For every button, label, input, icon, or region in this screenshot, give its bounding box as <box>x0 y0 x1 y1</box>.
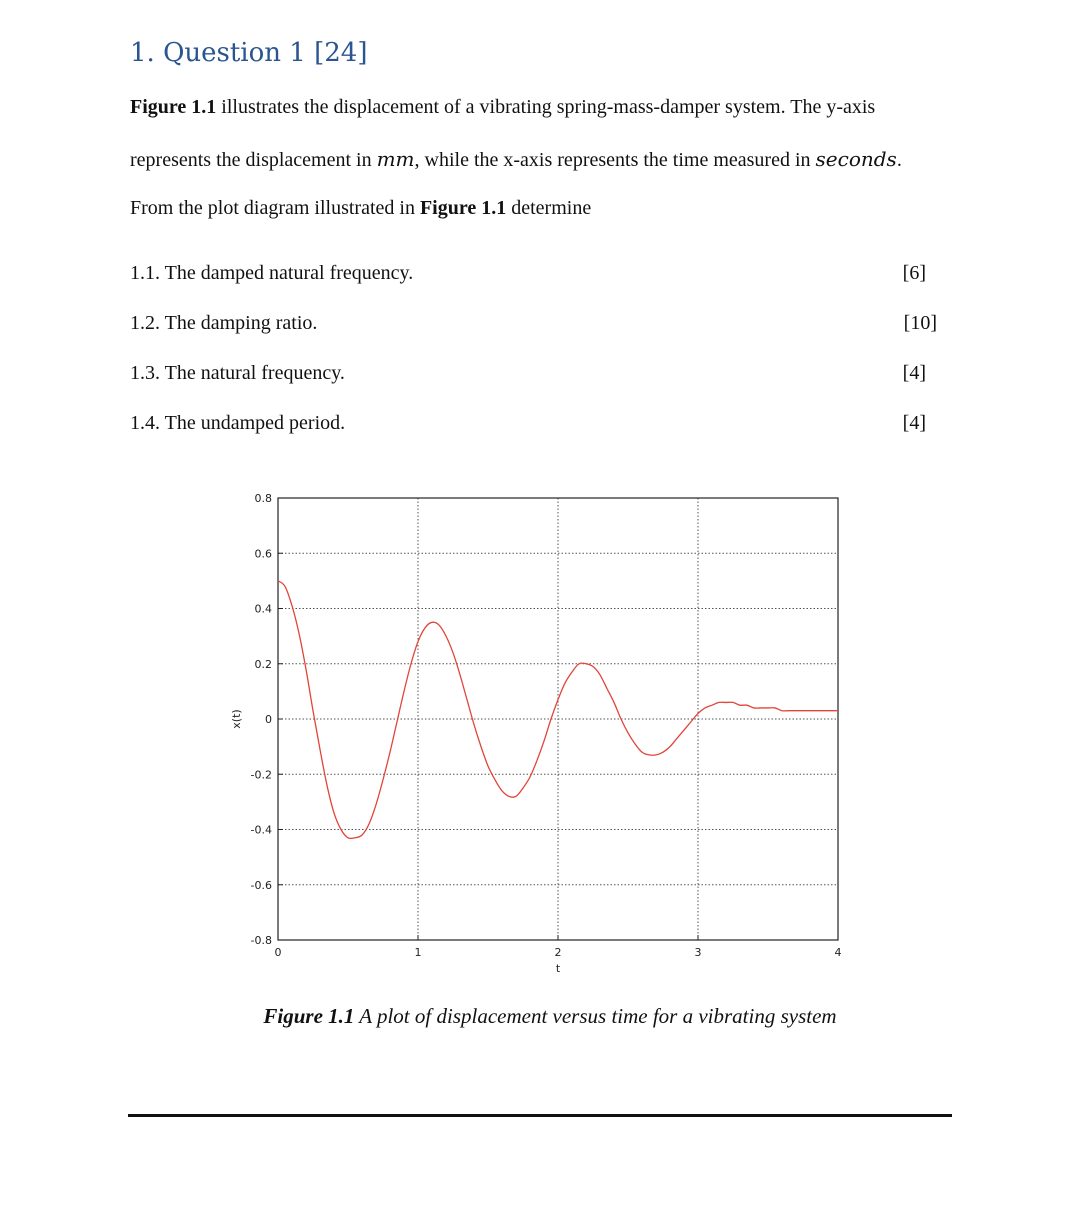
question-label: 1.1. The damped natural frequency. <box>130 262 414 284</box>
x-tick-label: 0 <box>274 946 282 959</box>
y-tick-label: 0.2 <box>254 657 272 671</box>
caption-figure-ref: Figure 1.1 <box>263 1004 355 1028</box>
figure-ref-2: Figure 1.1 <box>419 197 507 219</box>
unit-seconds: seconds <box>815 147 897 171</box>
intro-text-2b: , while the x-axis represents the time measured in <box>414 149 816 171</box>
intro-line-3 <box>130 197 960 220</box>
question-item <box>130 412 940 435</box>
caption-text: A plot of displacement versus time for a vibrating system <box>354 1004 837 1028</box>
y-tick-label: 0.6 <box>254 547 272 561</box>
intro-text-3a: From the plot diagram illustrated in <box>130 197 420 219</box>
y-tick-label: 0.8 <box>254 492 272 505</box>
x-tick-label: 4 <box>834 946 842 959</box>
y-tick-label: -0.6 <box>250 878 272 892</box>
y-tick-label: -0.2 <box>250 768 272 782</box>
question-item <box>130 362 940 385</box>
x-tick-label: 3 <box>694 946 702 959</box>
y-tick-label: 0.4 <box>254 602 272 616</box>
question-label: 1.4. The undamped period. <box>130 412 346 434</box>
displacement-chart <box>220 486 860 986</box>
intro-line-1 <box>130 96 960 119</box>
y-tick-label: -0.4 <box>250 823 272 837</box>
intro-text-1: illustrates the displacement of a vibrating spring-mass-damper system. The y-axis <box>216 96 876 118</box>
intro-text-2c: . <box>896 149 902 171</box>
question-item <box>130 262 940 285</box>
y-tick-label: -0.8 <box>250 934 272 947</box>
y-tick-label: 0 <box>265 713 272 726</box>
figure-ref: Figure 1.1 <box>130 96 217 118</box>
figure-caption <box>0 1004 1080 1029</box>
question-marks: [6] <box>902 262 926 284</box>
question-heading: 1. Question 1 [24] <box>130 38 368 68</box>
x-axis-label: t <box>555 962 561 975</box>
y-axis-label: x(t) <box>230 709 243 729</box>
footer-rule <box>128 1114 952 1117</box>
question-label: 1.2. The damping ratio. <box>130 312 318 334</box>
intro-line-2 <box>130 147 960 172</box>
question-marks: [4] <box>902 362 926 384</box>
question-marks: [4] <box>902 412 926 434</box>
question-label: 1.3. The natural frequency. <box>130 362 345 384</box>
x-tick-label: 2 <box>554 946 562 959</box>
intro-text-2a: represents the displacement in <box>130 149 377 171</box>
intro-text-3b: determine <box>506 197 592 219</box>
question-item <box>130 312 940 335</box>
unit-mm: mm <box>376 147 415 171</box>
question-marks: [10] <box>903 312 937 334</box>
x-tick-label: 1 <box>414 946 422 959</box>
